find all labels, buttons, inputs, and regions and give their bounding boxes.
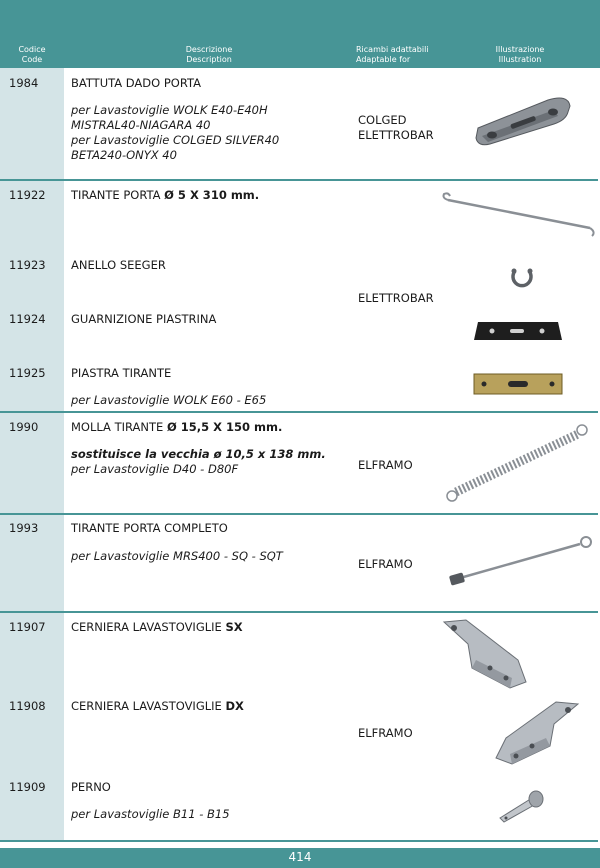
title-11908 xyxy=(71,699,244,714)
header-code-en: Code xyxy=(21,55,43,64)
title-11925: PIASTRA TIRANTE xyxy=(71,366,172,380)
adapt-elframo-group: ELFRAMO xyxy=(358,726,413,740)
title-11924: GUARNIZIONE PIASTRINA xyxy=(71,312,217,326)
header-desc-en: Description xyxy=(186,55,232,64)
title-11907 xyxy=(71,620,243,635)
header-illu-it: Illustrazione xyxy=(495,45,545,54)
pin-icon xyxy=(492,788,552,824)
note-1984-3: per Lavastoviglie COLGED SILVER40 xyxy=(71,133,280,147)
note-1984-2: MISTRAL40-NIAGARA 40 xyxy=(71,118,211,132)
header-adapt-en: Adaptable for xyxy=(356,55,411,64)
header-adaptable xyxy=(356,45,456,65)
title-1993: TIRANTE PORTA COMPLETO xyxy=(71,521,228,535)
header-illustration xyxy=(470,45,570,65)
door-tie-rod-icon xyxy=(440,190,600,240)
tie-rod-spring-icon xyxy=(442,420,592,506)
code-1993: 1993 xyxy=(9,521,39,535)
code-11923: 11923 xyxy=(9,258,46,272)
header-code xyxy=(0,45,64,65)
row-divider xyxy=(0,611,598,613)
row-divider xyxy=(0,840,598,842)
code-1990: 1990 xyxy=(9,420,39,434)
code-11924: 11924 xyxy=(9,312,46,326)
note-1984-4: BETA240-ONYX 40 xyxy=(71,148,177,162)
title-11923: ANELLO SEEGER xyxy=(71,258,166,272)
row-divider xyxy=(0,179,598,181)
row-divider xyxy=(0,411,598,413)
title-11909: PERNO xyxy=(71,780,111,794)
header-description xyxy=(64,45,354,65)
title-11922-bold: Ø 5 X 310 mm. xyxy=(164,188,260,202)
code-11907: 11907 xyxy=(9,620,46,634)
adapt-1984-2: ELETTROBAR xyxy=(358,128,434,142)
header-desc-it: Descrizione xyxy=(185,45,233,54)
header-illu-en: Illustration xyxy=(498,55,542,64)
plate-gasket-icon xyxy=(470,318,566,344)
note-11909: per Lavastoviglie B11 - B15 xyxy=(71,807,230,821)
seeger-ring-icon xyxy=(505,265,541,291)
note-1984-1: per Lavastoviglie WOLK E40-E40H xyxy=(71,103,268,117)
code-1984: 1984 xyxy=(9,76,39,90)
title-11907-text: CERNIERA LAVASTOVIGLIE xyxy=(71,620,226,634)
code-column-background xyxy=(0,68,64,841)
row-divider xyxy=(0,513,598,515)
header-adapt-it: Ricambi adattabili xyxy=(356,45,429,54)
code-11925: 11925 xyxy=(9,366,46,380)
title-11908-text: CERNIERA LAVASTOVIGLIE xyxy=(71,699,226,713)
title-11907-bold: SX xyxy=(225,620,243,634)
adapt-1993: ELFRAMO xyxy=(358,557,413,571)
top-banner xyxy=(0,0,600,42)
title-1990-text: MOLLA TIRANTE xyxy=(71,420,167,434)
title-1990 xyxy=(71,420,282,435)
adapt-1984-1: COLGED xyxy=(358,113,407,127)
left-hinge-icon xyxy=(438,616,534,692)
title-11922-text: TIRANTE PORTA xyxy=(71,188,165,202)
page-number: 414 xyxy=(288,850,312,864)
header-code-it: Codice xyxy=(18,45,46,54)
table-header xyxy=(0,42,600,68)
note-11925: per Lavastoviglie WOLK E60 - E65 xyxy=(71,393,267,407)
door-nut-stop-icon xyxy=(468,92,578,148)
right-hinge-icon xyxy=(488,698,584,768)
title-1984: BATTUTA DADO PORTA xyxy=(71,76,202,90)
note-1990: per Lavastoviglie D40 - D80F xyxy=(71,462,239,476)
adapt-elettrobar-group: ELETTROBAR xyxy=(358,291,434,305)
code-11908: 11908 xyxy=(9,699,46,713)
title-11908-bold: DX xyxy=(225,699,244,713)
title-1990-bold: Ø 15,5 X 150 mm. xyxy=(166,420,283,434)
complete-door-tie-rod-icon xyxy=(444,534,598,590)
tie-rod-plate-icon xyxy=(472,372,566,398)
code-11922: 11922 xyxy=(9,188,46,202)
note-1993: per Lavastoviglie MRS400 - SQ - SQT xyxy=(71,549,283,563)
note-1990-bold: sostituisce la vecchia ø 10,5 x 138 mm. xyxy=(71,447,326,461)
code-11909: 11909 xyxy=(9,780,46,794)
adapt-1990: ELFRAMO xyxy=(358,458,413,472)
title-11922 xyxy=(71,188,259,203)
